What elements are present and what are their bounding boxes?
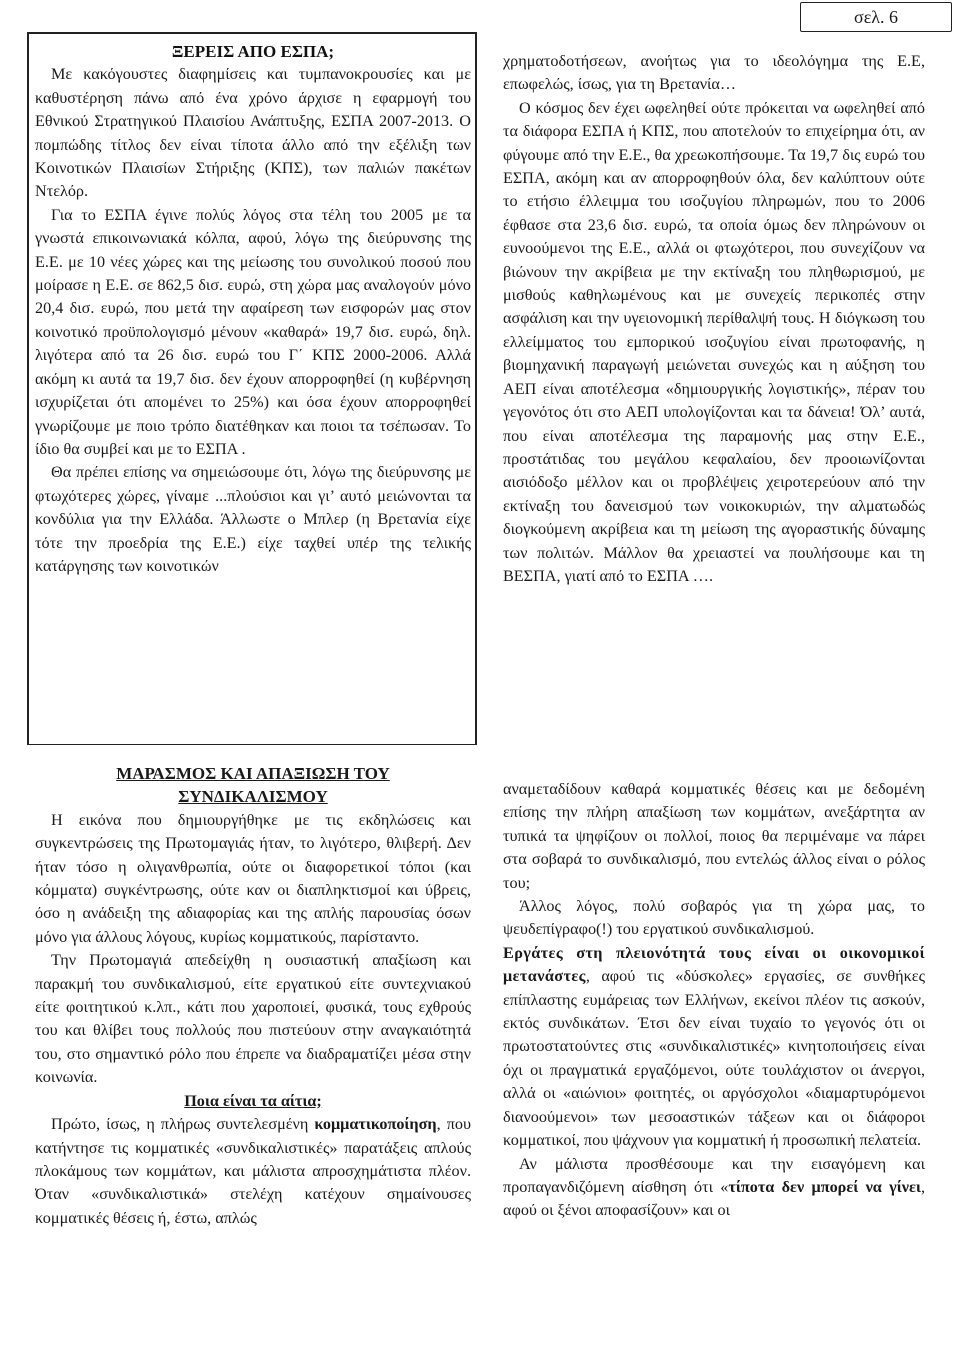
- article2-paragraph-6: [503, 942, 925, 1153]
- article2-paragraph-1: Η εικόνα που δημιουργήθηκε με τις εκδηλώσεις και συγκεντρώσεις της Πρωτομαγιάς ήταν, το λιγότερο, θλιβερή. Δεν ήταν τόσο η ολιγανθρωπία, ούτε οι διαφορετικοί τόποι (και κόμματα) συγκέντρωσης, ούτε καν οι διαπληκτισμοί και ύβρεις, όσο η ανάδειξη της αδιαφορίας και της απλής παρουσίας όσων μόνο για άλλους λόγους, κυρίως κομματικούς, παρίσταντο.: [35, 810, 471, 946]
- article2-subtitle: Ποια είναι τα αίτια;: [184, 1091, 322, 1110]
- article2-p7-emphasis: τίποτα δεν μπορεί να γίνει: [728, 1177, 921, 1196]
- article2-paragraph-2: Την Πρωτομαγιά απεδείχθη η ουσιαστική απαξίωση και παρακμή του συνδικαλισμού, είτε εργατικού είτε συντεχνιακού είτε φοιτητικού κ.λπ., κάτι που χαροποιεί, φυσικά, τους εχθρούς του και θλίβει τους πολλούς που πιστεύουν στην αναγκαιότητά του, στο σημαντικό ρόλο που έπρεπε να διαδραματίζει μέσα στην κοινωνία.: [35, 951, 471, 1087]
- article2-column-right: [503, 778, 925, 1358]
- article1-column-right: [503, 50, 925, 750]
- article2-paragraph-7: [503, 1153, 925, 1223]
- article2-p7-text-start: Αν μάλιστα προσθέσουμε και την εισαγόμενη και προπαγανδιζόμενη αίσθηση ότι «: [503, 1154, 925, 1196]
- article-box-divider: [27, 744, 477, 745]
- article1-paragraph-2: Για το ΕΣΠΑ έγινε πολύς λόγος στα τέλη του 2005 με τα γνωστά επικοινωνιακά κόλπα, αφού, λόγω της διεύρυνσης της Ε.Ε. με 10 νέες χώρες και της μείωσης του συνολικού ποσού που μοίρασε η Ε.Ε. σε 862,5 δισ. ευρώ, στη χώρα μας αναλογούν μόνο 20,4 δισ. ευρώ, που μετά την αφαίρεση των εισφορών μας στον κοινοτικό προϋπολογισμό μένουν «καθαρά» 19,7 δισ. ευρώ, δηλ. λιγότερα από τα 26 δισ. ευρώ του Γ΄ ΚΠΣ 2000-2006. Αλλά ακόμη κι αυτά τα 19,7 δισ. δεν έχουν απορροφηθεί (η κυβέρνηση ισχυρίζεται ότι απομένει το 25%) και όσα έχουν απορροφηθεί γνωρίζουμε με ποιο τρόπο διατέθηκαν και ποιοι τα τσέπωσαν. Το ίδιο θα συμβεί και με το ΕΣΠΑ .: [35, 205, 471, 458]
- article1-title: ΞΕΡΕΙΣ ΑΠΟ ΕΣΠΑ;: [171, 42, 335, 61]
- article2-p6-emphasis: Εργάτες στη πλειονότητά τους είναι οι οικονομικοί μετανάστες: [503, 943, 925, 986]
- article2-paragraph-5: Άλλος λόγος, πολύ σοβαρός για τη χώρα μας, το ψευδεπίγραφο(!) του εργατικού συνδικαλισμού.: [503, 897, 925, 939]
- article1-paragraph-5: Ο κόσμος δεν έχει ωφεληθεί ούτε πρόκειται να ωφεληθεί από τα διάφορα ΕΣΠΑ ή ΚΠΣ, που αποτελούν το επιχείρημα ότι, αν φύγουμε από την Ε.Ε., θα χρεωκοπήσουμε. Τα 19,7 δις ευρώ του ΕΣΠΑ, ακόμη και αν απορροφηθούν όλα, δεν καλύπτουν ούτε το ετήσιο έλλειμμα του ισοζυγίου πληρωμών, που το 2006 έφθασε στα 23,6 δισ. ευρώ, τα οποία όμως δεν πληρώνουν οι ευνοούμενοι της Ε.Ε., αλλά οι φτωχότεροι, που συνεχίζουν να βιώνουν την ακρίβεια με την εκτίναξη του πληθωρισμού, με μισθούς καθηλωμένους και με συνεχείς περικοπές στην ασφάλιση και την υγειονομική περίθαλψή τους. Η διόγκωση του ελλείμματος του εμπορικού ισοζυγίου είναι πρωτοφανής, η βιομηχανική παραγωγή μειώνεται συνεχώς και η αύξηση του ΑΕΠ είναι αποτέλεσμα «δημιουργικής λογιστικής», πέραν του γεγονότος ότι στο ΑΕΠ υπολογίζονται και τα δάνεια! Όλ’ αυτά, που είναι αποτέλεσμα της παραμονής μας στην Ε.Ε., προστάτιδας του μεγάλου κεφαλαίου, δεν προοιωνίζονται αισιόδοξο μέλλον και οι προβλέψεις χειροτερεύουν από την εκτίναξη του δανεισμού των νοικοκυριών, την αλματωδώς διογκούμενη ακρίβεια και τη μείωση της αγοραστικής δύναμης των πολιτών. Μάλλον θα χρειαστεί να πουλήσουμε και τη ΒΕΣΠΑ, γιατί από το ΕΣΠΑ ….: [503, 98, 925, 585]
- article2-paragraph-3: [35, 1113, 471, 1230]
- article2-p3-text-end: , που κατήντησε τις κομματικές «συνδικαλιστικές» παρατάξεις απλούς πλοκάμους των κομμάτων, και μάλιστα απροσχημάτιστα πλέον. Όταν «συνδικαλιστικά» στελέχη κατέχουν σημαίνουσες κομματικές θέσεις ή, έστω, απλώς: [35, 1115, 471, 1227]
- article2-title-line2: ΣΥΝΔΙΚΑΛΙΣΜΟΥ: [178, 787, 328, 807]
- article2-p3-text-start: Πρώτο, ίσως, η πλήρως συντελεσμένη: [51, 1115, 315, 1134]
- article1-paragraph-3: Θα πρέπει επίσης να σημειώσουμε ότι, λόγω της διεύρυνσης με φτωχότερες χώρες, γίναμε ...πλούσιοι και γι’ αυτό μειώνονται τα κονδύλια για την Ελλάδα. Άλλωστε ο Μπλερ (η Βρετανία είχε τότε την προεδρία της Ε.Ε.) είχε ταχθεί υπέρ της τελικής κατάργησης των κοινοτικών: [35, 463, 471, 575]
- article1-column-left: [35, 40, 471, 742]
- page-number: σελ. 6: [800, 2, 952, 32]
- article2-column-left: [35, 762, 471, 1358]
- article2-p7-text-end: , αφού οι ξένοι αποφασίζουν» και οι: [503, 1177, 925, 1220]
- article1-paragraph-1: Με κακόγουστες διαφημίσεις και τυμπανοκρουσίες και με καθυστέρηση πάνω από ένα χρόνο άρχισε η εφαρμογή του Εθνικού Στρατηγικού Πλαισίου Ανάπτυξης, ΕΣΠΑ 2007-2013. Ο πομπώδης τίτλος δεν είναι τίποτα άλλο από την εξέλιξη των Κοινοτικών Πλαισίων Στήριξης (ΚΠΣ), των παλιών πακέτων Ντελόρ.: [35, 65, 471, 201]
- article1-paragraph-4: χρηματοδοτήσεων, ανοήτως για το ιδεολόγημα της Ε.Ε, επωφελώς, ίσως, για τη Βρετανία…: [503, 52, 925, 94]
- article2-p3-emphasis: κομματικοποίηση: [314, 1115, 437, 1134]
- article2-paragraph-4: αναμεταδίδουν καθαρά κομματικές θέσεις και με δεδομένη επίσης την πλήρη απαξίωση των κομμάτων, ανεξάρτητα αν τυπικά τα ψηφίζουν οι πολλοί, ποιος θα περιμέναμε να πάρει στα σοβαρά το συνδικαλισμό, που εντελώς άλλος είναι ο ρόλος του;: [503, 780, 925, 892]
- article2-title-line1: ΜΑΡΑΣΜΟΣ ΚΑΙ ΑΠΑΞΙΩΣΗ ΤΟΥ: [116, 764, 390, 783]
- article2-p6-text: , αφού τις «δύσκολες» εργασίες, σε συνθήκες επίπλαστης ευμάρειας των Ελλήνων, εκείνοι πλέον τις ασκούν, εκτός συνδικάτων. Έτσι δεν είναι τυχαίο το γεγονός ότι οι πρωτοστατούντες στις «συνδικαλιστικές» κινητοποιήσεις είναι όχι οι πραγματικά εργαζόμενοι, ούτε τουλάχιστον οι άνεργοι, αλλά οι «αιώνιοι» φοιτητές, οι αργόσχολοι «διαμαρτυρόμενοι διανοούμενοι» των μεσοαστικών τάξεων και οι διάφοροι κομματικοί, που ψάχνουν για κομματική ή προσωπική πελατεία.: [503, 967, 925, 1150]
